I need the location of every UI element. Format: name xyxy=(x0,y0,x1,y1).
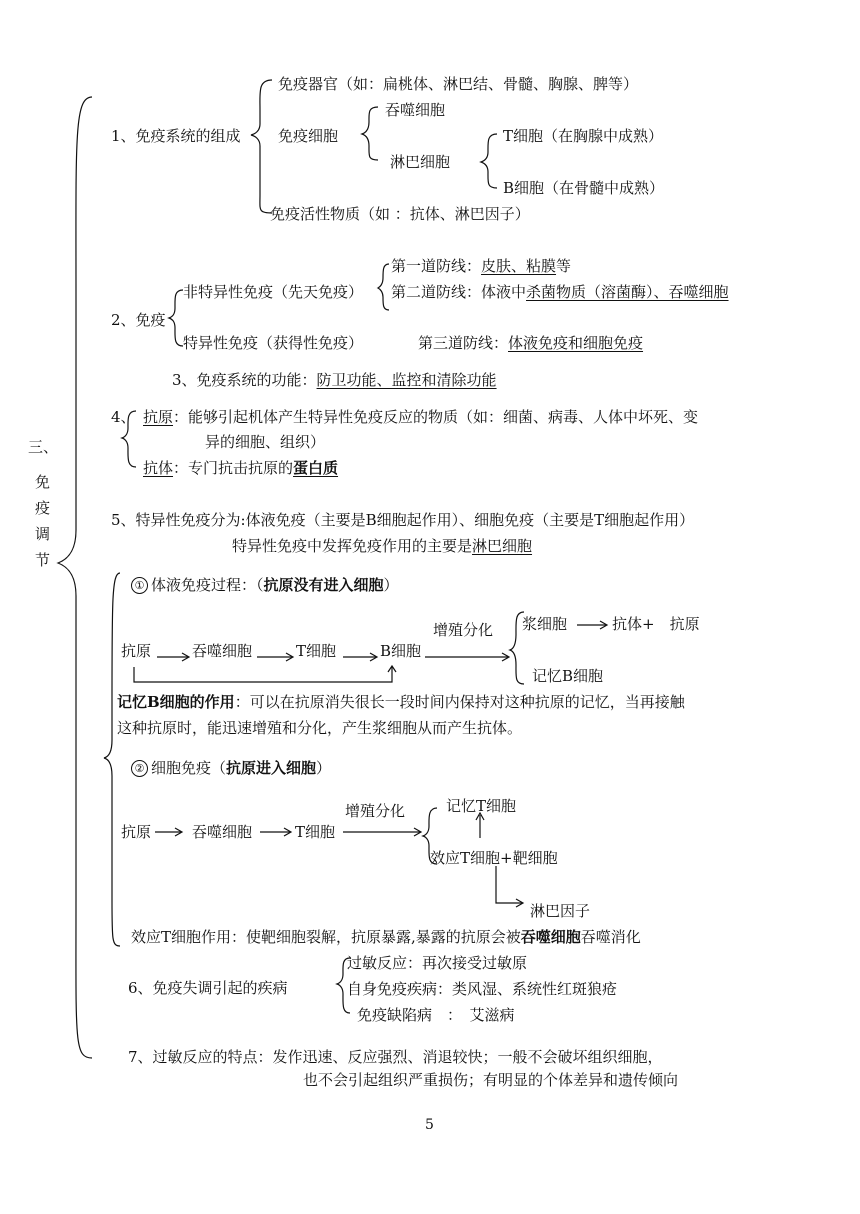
cellular-title: ② 细胞免疫（抗原进入细胞） xyxy=(131,759,331,777)
s6-d1: 过敏反应：再次接受过敏原 xyxy=(347,954,528,972)
cellular-effector: 效应T细胞+靶细胞 xyxy=(430,849,558,867)
humoral-antibody-antigen: 抗体+ 抗原 xyxy=(612,615,700,633)
s6-label: 6、免疫失调引起的疾病 xyxy=(128,979,288,997)
brace-lymph xyxy=(481,134,497,188)
s5-line2: 特异性免疫中发挥免疫作用的主要是淋巴细胞 xyxy=(232,537,533,555)
s2-line2: 第二道防线：体液中杀菌物质（溶菌酶）、吞噬细胞 xyxy=(391,283,729,301)
humoral-bcell: B细胞 xyxy=(380,642,422,660)
s6-d3: 免疫缺陷病 ： 艾滋病 xyxy=(357,1006,515,1024)
humoral-antigen: 抗原 xyxy=(121,642,152,660)
s6-d2: 自身免疫疾病：类风湿、系统性红斑狼疮 xyxy=(347,980,618,998)
outer-brace xyxy=(58,97,92,1058)
s7-line1: 7、过敏反应的特点：发作迅速、反应强烈、消退较快；一般不会破坏组织细胞， xyxy=(128,1048,663,1066)
brace-s1 xyxy=(251,80,272,213)
brace-cells xyxy=(362,107,378,160)
cellular-memory-t: 记忆T细胞 xyxy=(446,797,517,815)
cellular-prolif: 增殖分化 xyxy=(345,802,406,820)
side-title-3: 疫 xyxy=(35,499,51,517)
brace-s2 xyxy=(169,290,183,346)
cellular-tcell: T细胞 xyxy=(295,823,336,841)
s2-label: 2、免疫 xyxy=(111,311,166,329)
effector-function: 效应T细胞作用：使靶细胞裂解，抗原暴露,暴露的抗原会被吞噬细胞吞噬消化 xyxy=(131,928,641,946)
humoral-tcell: T细胞 xyxy=(296,642,337,660)
humoral-plasma: 浆细胞 xyxy=(522,615,568,633)
s7-line2: 也不会引起组织严重损伤；有明显的个体差异和遗传倾向 xyxy=(303,1071,679,1089)
s4-antigen: 抗原：能够引起机体产生特异性免疫反应的物质（如：细菌、病毒、人体中坏死、变 xyxy=(143,408,699,426)
s5-line1: 5、特异性免疫分为:体液免疫（主要是B细胞起作用）、细胞免疫（主要是T细胞起作用） xyxy=(111,511,695,529)
s1-label: 1、免疫系统的组成 xyxy=(111,127,241,145)
s1-active: 免疫活性物质（如 ：抗体、淋巴因子） xyxy=(270,205,530,223)
s1-lymph: 淋巴细胞 xyxy=(390,153,451,171)
cellular-lymphokine: 淋巴因子 xyxy=(530,902,591,920)
cellular-antigen: 抗原 xyxy=(121,823,152,841)
s4-antibody: 抗体：专门抗击抗原的蛋白质 xyxy=(143,459,339,477)
s3-function: 3、免疫系统的功能：防卫功能、监控和清除功能 xyxy=(172,371,497,389)
humoral-memory-b: 记忆B细胞 xyxy=(532,667,604,685)
s1-tcell: T细胞（在胸腺中成熟） xyxy=(503,127,664,145)
s2-specific: 特异性免疫（获得性免疫） xyxy=(183,334,364,352)
side-title-4: 调 xyxy=(35,525,51,543)
s1-phago: 吞噬细胞 xyxy=(385,101,446,119)
s2-line3: 第三道防线：体液免疫和细胞免疫 xyxy=(418,334,644,352)
s1-bcell: B细胞（在骨髓中成熟） xyxy=(503,179,665,197)
humoral-phago: 吞噬细胞 xyxy=(192,642,253,660)
s2-nonspecific: 非特异性免疫（先天免疫） xyxy=(183,283,364,301)
memory-b-text1: 记忆B细胞的作用：可以在抗原消失很长一段时间内保持对这种抗原的记忆，当再接触 xyxy=(117,693,685,711)
s4-antigen-cont: 异的细胞、组织） xyxy=(205,433,326,451)
s4-num: 4、 xyxy=(111,408,136,426)
s1-cell: 免疫细胞 xyxy=(278,127,339,145)
memory-b-text2: 这种抗原时，能迅速增殖和分化，产生浆细胞从而产生抗体。 xyxy=(117,719,523,737)
side-title-5: 节 xyxy=(35,551,51,569)
side-title-2: 免 xyxy=(35,473,51,491)
brace-processes xyxy=(104,573,120,946)
side-title-1: 三、 xyxy=(28,438,59,456)
humoral-prolif: 增殖分化 xyxy=(433,621,494,639)
humoral-title: ① 体液免疫过程：（抗原没有进入细胞） xyxy=(131,576,399,594)
page-number: 5 xyxy=(425,1117,434,1133)
s1-organ: 免疫器官（如：扁桃体、淋巴结、骨髓、胸腺、脾等） xyxy=(278,75,639,93)
brace-nonspecific xyxy=(378,264,389,310)
s2-line1: 第一道防线：皮肤、粘膜等 xyxy=(391,257,572,275)
cellular-phago: 吞噬细胞 xyxy=(192,823,253,841)
